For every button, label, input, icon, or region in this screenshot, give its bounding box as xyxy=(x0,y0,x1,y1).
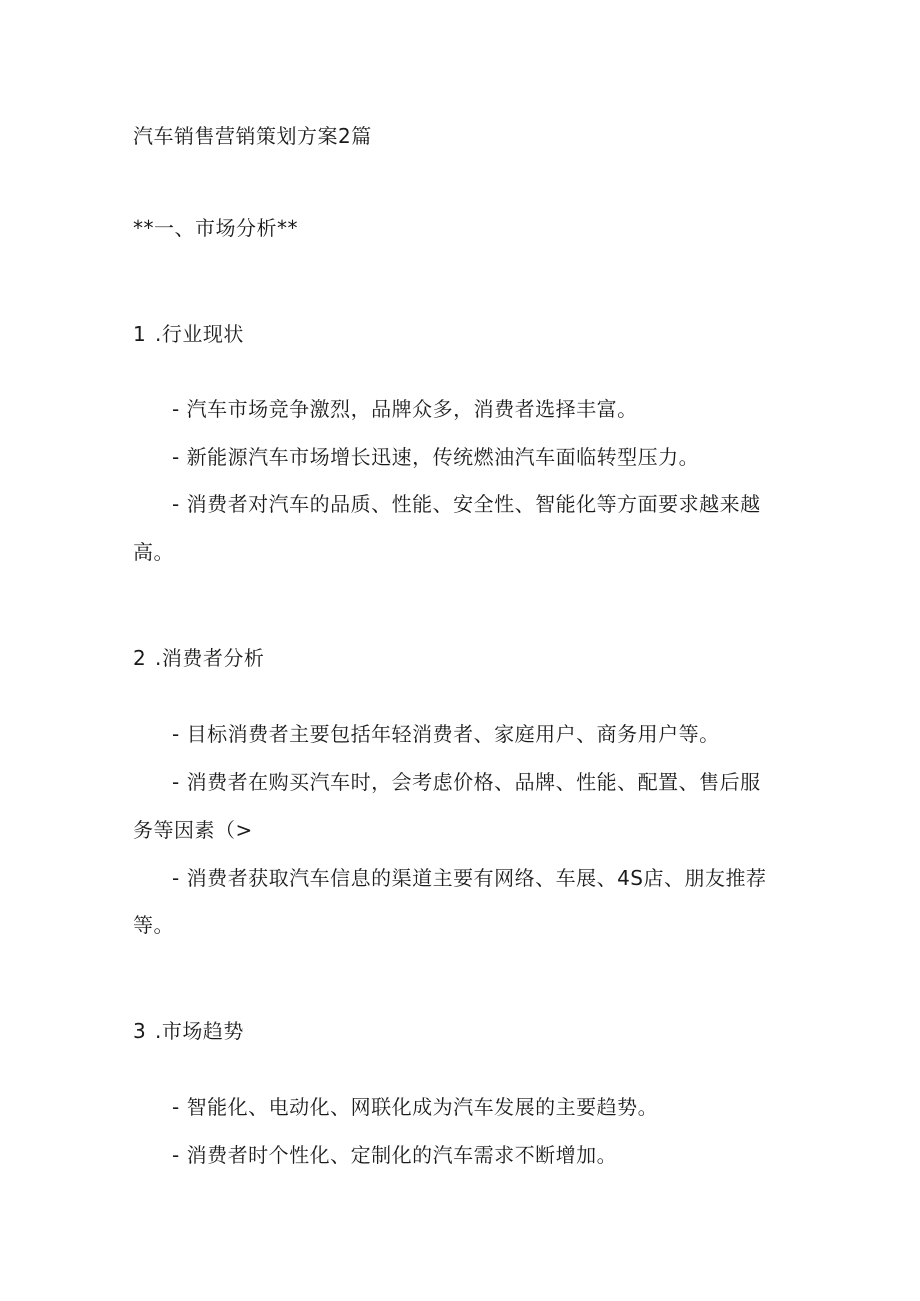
subsection-number: 1 xyxy=(133,322,147,346)
bullet-item: - 汽车市场竞争激烈，品牌众多，消费者选择丰富。 xyxy=(172,397,638,421)
subsection-number: 2 xyxy=(133,646,147,670)
bullet-item: - 智能化、电动化、网联化成为汽车发展的主要趋势。 xyxy=(172,1095,659,1119)
subsection-title: .消费者分析 xyxy=(155,646,265,670)
bullet-item: - 消费者对汽车的品质、性能、安全性、智能化等方面要求越来越 xyxy=(172,492,761,516)
document-title: 汽车销售营销策划方案2篇 xyxy=(133,124,372,148)
bullet-item: - 消费者时个性化、定制化的汽车需求不断增加。 xyxy=(172,1143,618,1167)
subsection-heading-3 xyxy=(133,1017,244,1045)
bullet-continuation: 高。 xyxy=(133,540,174,564)
bullet-item: - 新能源汽车市场增长迅速，传统燃油汽车面临转型压力。 xyxy=(172,445,700,469)
section-heading: **一、市场分析** xyxy=(133,216,298,240)
bullet-item: - 消费者在购买汽车时，会考虑价格、品牌、性能、配置、售后服 xyxy=(172,770,761,794)
bullet-item: - 消费者获取汽车信息的渠道主要有网络、车展、4S店、朋友推荐 xyxy=(172,866,767,890)
bullet-continuation: 等。 xyxy=(133,913,174,937)
subsection-heading-2 xyxy=(133,644,264,672)
subsection-heading-1 xyxy=(133,320,244,348)
subsection-number: 3 xyxy=(133,1019,147,1043)
bullet-item: - 目标消费者主要包括年轻消费者、家庭用户、商务用户等。 xyxy=(172,722,720,746)
bullet-continuation: 务等因素（> xyxy=(133,818,253,842)
subsection-title: .市场趋势 xyxy=(155,1019,244,1043)
subsection-title: .行业现状 xyxy=(155,322,244,346)
